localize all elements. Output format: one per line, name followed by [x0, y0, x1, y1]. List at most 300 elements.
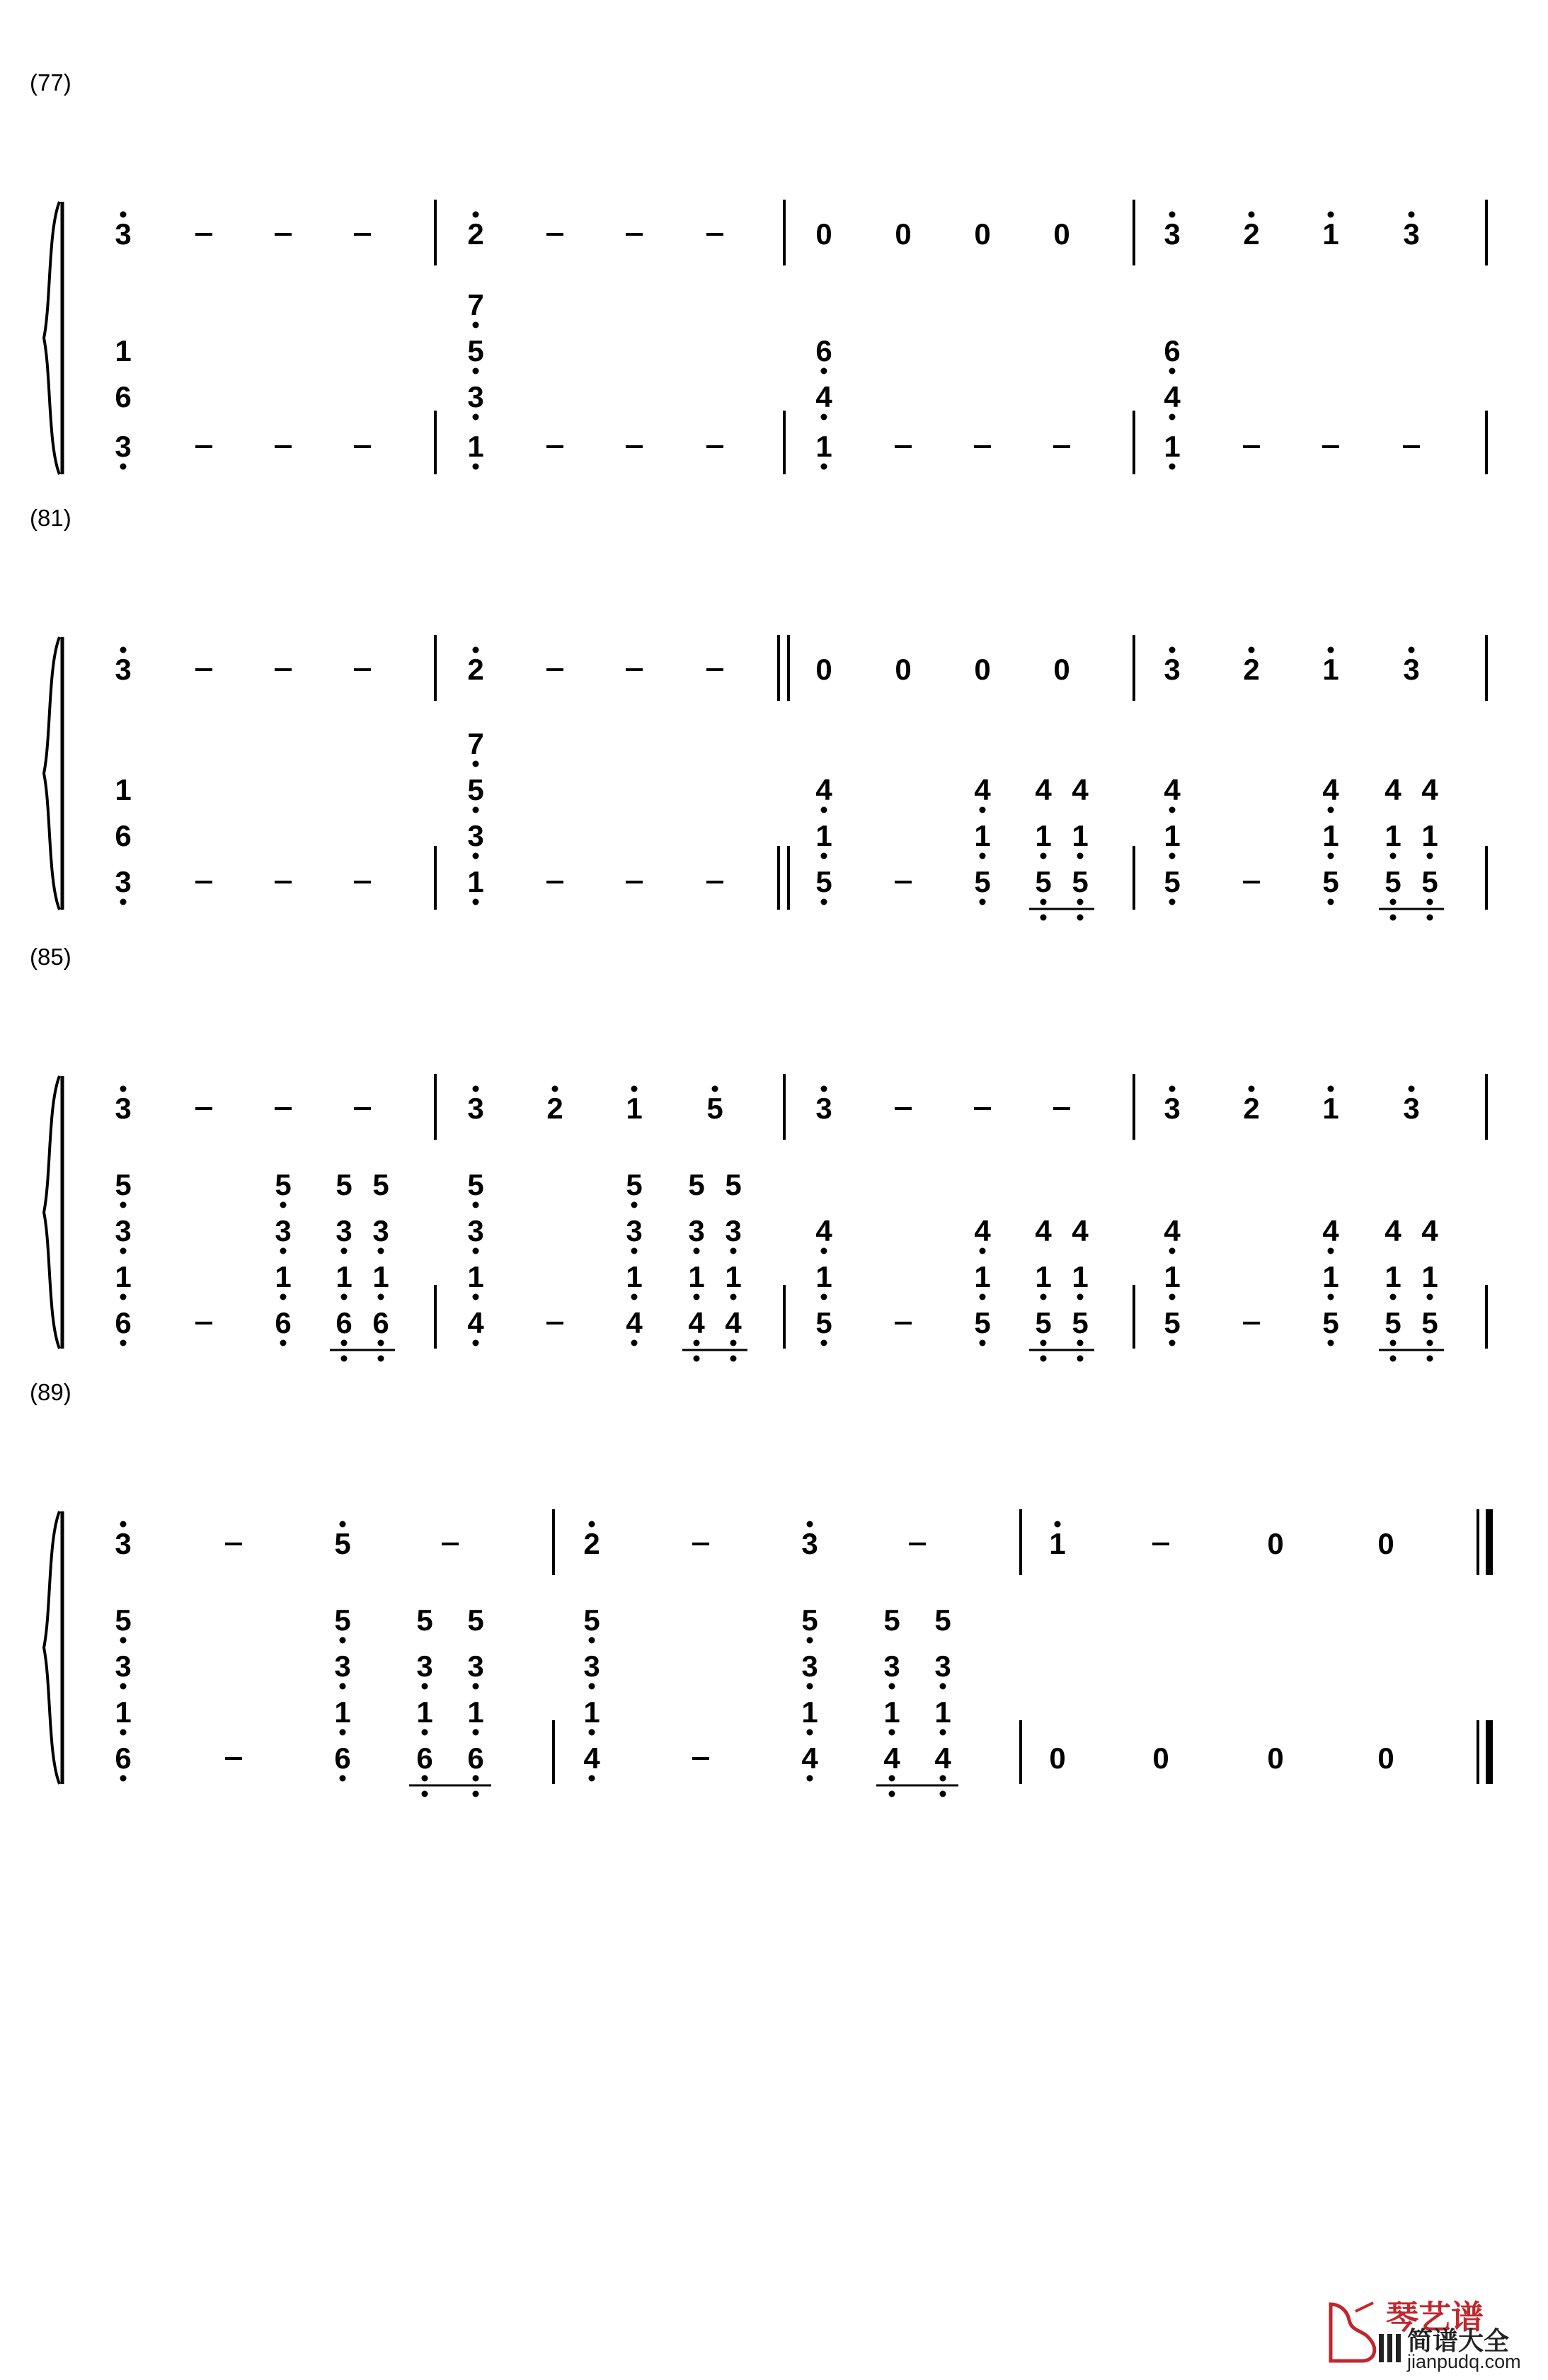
- octave-dot: [712, 1086, 718, 1092]
- note-digit: 6: [815, 334, 832, 367]
- octave-dot: [694, 1294, 700, 1300]
- note-digit: 6: [372, 1306, 389, 1339]
- note-digit: 0: [815, 217, 832, 251]
- octave-dot: [980, 899, 986, 905]
- note-digit: 0: [895, 653, 912, 686]
- note-digit: 5: [1384, 865, 1401, 898]
- note-digit: 1: [467, 865, 484, 898]
- note-digit: 4: [1384, 773, 1401, 806]
- note-digit: 5: [1164, 1306, 1181, 1339]
- note-digit: 4: [1035, 1214, 1052, 1247]
- note-digit: 3: [1403, 1092, 1420, 1125]
- note-digit: 4: [1322, 1214, 1339, 1247]
- note-digit: 1: [115, 773, 132, 806]
- note-digit: 1: [725, 1260, 742, 1293]
- octave-dot: [1390, 1294, 1397, 1300]
- note-digit: 4: [1322, 773, 1339, 806]
- octave-dot: [341, 1294, 348, 1300]
- note-digit: 6: [115, 819, 132, 852]
- note-digit: 3: [115, 430, 132, 463]
- note-digit: 1: [1322, 1260, 1339, 1293]
- note-digit: 4: [801, 1741, 818, 1775]
- note-digit: 4: [1164, 380, 1181, 413]
- note-digit: 6: [115, 1741, 132, 1775]
- octave-dot: [1328, 1340, 1334, 1346]
- note-digit: 4: [626, 1306, 643, 1339]
- octave-dot: [1390, 1356, 1397, 1362]
- octave-dot: [473, 1340, 479, 1346]
- octave-dot: [889, 1729, 895, 1736]
- note-digit: 1: [1421, 1260, 1438, 1293]
- octave-dot: [1169, 1340, 1176, 1346]
- octave-dot: [940, 1683, 946, 1690]
- note-digit: 3: [416, 1649, 433, 1683]
- note-digit: 1: [115, 334, 132, 367]
- octave-dot: [422, 1775, 428, 1782]
- octave-dot: [821, 368, 827, 374]
- note-digit: 3: [115, 1214, 132, 1247]
- note-digit: 4: [815, 1214, 832, 1247]
- note-digit: 3: [467, 1214, 484, 1247]
- system-brace: [44, 637, 59, 910]
- octave-dot: [378, 1356, 384, 1362]
- octave-dot: [889, 1791, 895, 1797]
- octave-dot: [730, 1248, 737, 1254]
- note-digit: 5: [334, 1527, 351, 1560]
- octave-dot: [473, 464, 479, 470]
- note-digit: 6: [336, 1306, 352, 1339]
- note-digit: 5: [706, 1092, 723, 1125]
- octave-dot: [821, 899, 827, 905]
- octave-dot: [821, 1086, 827, 1092]
- note-digit: 4: [1421, 773, 1438, 806]
- octave-dot: [589, 1683, 595, 1690]
- octave-dot: [422, 1791, 428, 1797]
- note-digit: 5: [583, 1603, 600, 1637]
- note-digit: 6: [1164, 334, 1181, 367]
- octave-dot: [120, 1729, 127, 1736]
- octave-dot: [589, 1521, 595, 1528]
- note-digit: 6: [416, 1741, 433, 1775]
- octave-dot: [589, 1729, 595, 1736]
- note-digit: 4: [1384, 1214, 1401, 1247]
- octave-dot: [1427, 1340, 1433, 1346]
- octave-dot: [473, 1775, 479, 1782]
- note-digit: 2: [1243, 1092, 1260, 1125]
- octave-dot: [1169, 807, 1176, 813]
- logo-subtitle: 简谱大全: [1407, 2327, 1510, 2356]
- note-digit: 4: [467, 1306, 484, 1339]
- octave-dot: [730, 1356, 737, 1362]
- note-digit: 3: [467, 1092, 484, 1125]
- note-digit: 5: [1035, 865, 1052, 898]
- note-digit: 0: [1053, 217, 1070, 251]
- note-digit: 3: [372, 1214, 389, 1247]
- note-digit: 5: [974, 865, 991, 898]
- note-digit: 5: [1035, 1306, 1052, 1339]
- octave-dot: [694, 1340, 700, 1346]
- octave-dot: [422, 1729, 428, 1736]
- note-digit: 0: [1053, 653, 1070, 686]
- note-digit: 5: [1072, 865, 1089, 898]
- note-digit: 7: [467, 727, 484, 760]
- note-digit: 3: [1403, 217, 1420, 251]
- octave-dot: [1328, 1248, 1334, 1254]
- octave-dot: [1328, 647, 1334, 653]
- octave-dot: [821, 807, 827, 813]
- note-digit: 0: [974, 217, 991, 251]
- octave-dot: [378, 1340, 384, 1346]
- note-digit: 1: [626, 1260, 643, 1293]
- note-digit: 1: [974, 1260, 991, 1293]
- octave-dot: [980, 1294, 986, 1300]
- octave-dot: [473, 1683, 479, 1690]
- measure-number: (77): [30, 69, 71, 96]
- octave-dot: [422, 1683, 428, 1690]
- octave-dot: [807, 1729, 813, 1736]
- octave-dot: [980, 807, 986, 813]
- octave-dot: [1169, 853, 1176, 859]
- note-digit: 3: [336, 1214, 352, 1247]
- octave-dot: [120, 1637, 127, 1644]
- octave-dot: [378, 1248, 384, 1254]
- note-digit: 4: [883, 1741, 900, 1775]
- octave-dot: [340, 1637, 346, 1644]
- octave-dot: [1169, 1086, 1176, 1092]
- note-digit: 3: [115, 653, 132, 686]
- octave-dot: [807, 1683, 813, 1690]
- note-digit: 1: [1072, 1260, 1089, 1293]
- octave-dot: [1169, 464, 1176, 470]
- octave-dot: [473, 1294, 479, 1300]
- octave-dot: [1427, 899, 1433, 905]
- octave-dot: [473, 761, 479, 767]
- octave-dot: [340, 1729, 346, 1736]
- note-digit: 5: [815, 1306, 832, 1339]
- note-digit: 5: [467, 1168, 484, 1201]
- octave-dot: [940, 1775, 946, 1782]
- note-digit: 1: [815, 819, 832, 852]
- note-digit: 6: [115, 1306, 132, 1339]
- note-digit: 1: [467, 1260, 484, 1293]
- octave-dot: [589, 1637, 595, 1644]
- octave-dot: [473, 414, 479, 420]
- note-digit: 3: [467, 380, 484, 413]
- note-digit: 0: [815, 653, 832, 686]
- octave-dot: [1409, 1086, 1415, 1092]
- octave-dot: [980, 853, 986, 859]
- note-digit: 3: [583, 1649, 600, 1683]
- note-digit: 5: [934, 1603, 951, 1637]
- note-digit: 3: [467, 1649, 484, 1683]
- octave-dot: [1169, 368, 1176, 374]
- octave-dot: [1427, 915, 1433, 921]
- octave-dot: [120, 1683, 127, 1690]
- octave-dot: [120, 1521, 127, 1528]
- octave-dot: [120, 1248, 127, 1254]
- octave-dot: [120, 464, 127, 470]
- octave-dot: [821, 1294, 827, 1300]
- octave-dot: [631, 1294, 638, 1300]
- note-digit: 1: [1322, 217, 1339, 251]
- note-digit: 1: [372, 1260, 389, 1293]
- note-digit: 3: [626, 1214, 643, 1247]
- octave-dot: [889, 1683, 895, 1690]
- octave-dot: [694, 1356, 700, 1362]
- octave-dot: [1249, 1086, 1255, 1092]
- octave-dot: [1040, 1340, 1047, 1346]
- note-digit: 2: [1243, 653, 1260, 686]
- octave-dot: [473, 1791, 479, 1797]
- note-digit: 3: [115, 1649, 132, 1683]
- note-digit: 4: [1164, 1214, 1181, 1247]
- octave-dot: [807, 1775, 813, 1782]
- note-digit: 3: [1164, 653, 1181, 686]
- note-digit: 3: [115, 1092, 132, 1125]
- octave-dot: [473, 807, 479, 813]
- note-digit: 3: [1164, 1092, 1181, 1125]
- note-digit: 4: [1164, 773, 1181, 806]
- octave-dot: [120, 1202, 127, 1208]
- note-digit: 1: [934, 1695, 951, 1729]
- octave-dot: [1169, 647, 1176, 653]
- note-digit: 1: [801, 1695, 818, 1729]
- note-digit: 5: [1322, 865, 1339, 898]
- note-digit: 4: [815, 380, 832, 413]
- octave-dot: [730, 1294, 737, 1300]
- measure-number: (85): [30, 944, 71, 970]
- octave-dot: [280, 1294, 287, 1300]
- note-digit: 6: [334, 1741, 351, 1775]
- note-digit: 5: [1072, 1306, 1089, 1339]
- note-digit: 1: [115, 1695, 132, 1729]
- note-digit: 5: [688, 1168, 705, 1201]
- note-digit: 2: [1243, 217, 1260, 251]
- octave-dot: [378, 1294, 384, 1300]
- note-digit: 5: [467, 1603, 484, 1637]
- note-digit: 1: [974, 819, 991, 852]
- measure-number: (81): [30, 505, 71, 531]
- octave-dot: [120, 1086, 127, 1092]
- octave-dot: [120, 899, 127, 905]
- note-digit: 4: [583, 1741, 600, 1775]
- octave-dot: [120, 1340, 127, 1346]
- note-digit: 5: [1421, 1306, 1438, 1339]
- note-digit: 1: [1164, 1260, 1181, 1293]
- octave-dot: [473, 1729, 479, 1736]
- octave-dot: [552, 1086, 558, 1092]
- note-digit: 1: [1322, 653, 1339, 686]
- note-digit: 1: [1384, 819, 1401, 852]
- octave-dot: [1077, 1294, 1084, 1300]
- octave-dot: [807, 1637, 813, 1644]
- octave-dot: [1077, 853, 1084, 859]
- octave-dot: [807, 1521, 813, 1528]
- octave-dot: [1427, 1356, 1433, 1362]
- note-digit: 1: [334, 1695, 351, 1729]
- note-digit: 1: [815, 1260, 832, 1293]
- note-digit: 3: [115, 217, 132, 251]
- octave-dot: [1169, 899, 1176, 905]
- note-digit: 2: [467, 653, 484, 686]
- octave-dot: [1040, 915, 1047, 921]
- note-digit: 6: [115, 380, 132, 413]
- note-digit: 1: [1421, 819, 1438, 852]
- octave-dot: [473, 853, 479, 859]
- note-digit: 1: [1072, 819, 1089, 852]
- octave-dot: [1169, 1294, 1176, 1300]
- note-digit: 0: [1267, 1741, 1284, 1775]
- note-digit: 3: [467, 819, 484, 852]
- note-digit: 0: [1377, 1741, 1394, 1775]
- note-digit: 0: [1049, 1741, 1066, 1775]
- note-digit: 5: [416, 1603, 433, 1637]
- octave-dot: [631, 1202, 638, 1208]
- note-digit: 0: [1267, 1527, 1284, 1560]
- octave-dot: [473, 368, 479, 374]
- note-digit: 3: [688, 1214, 705, 1247]
- octave-dot: [340, 1683, 346, 1690]
- note-digit: 5: [1421, 865, 1438, 898]
- note-digit: 4: [974, 773, 991, 806]
- note-digit: 1: [416, 1695, 433, 1729]
- note-digit: 1: [626, 1092, 643, 1125]
- system-brace: [44, 1076, 59, 1349]
- octave-dot: [473, 647, 479, 653]
- octave-dot: [821, 853, 827, 859]
- octave-dot: [631, 1086, 638, 1092]
- octave-dot: [730, 1340, 737, 1346]
- note-digit: 4: [815, 773, 832, 806]
- note-digit: 3: [725, 1214, 742, 1247]
- octave-dot: [1040, 1294, 1047, 1300]
- note-digit: 4: [1072, 1214, 1089, 1247]
- system-brace: [44, 1511, 59, 1784]
- octave-dot: [1040, 1356, 1047, 1362]
- note-digit: 3: [801, 1649, 818, 1683]
- logo-url: jianpudq.com: [1407, 2351, 1521, 2372]
- octave-dot: [341, 1248, 348, 1254]
- note-digit: 0: [1152, 1741, 1169, 1775]
- note-digit: 3: [934, 1649, 951, 1683]
- note-digit: 1: [1164, 819, 1181, 852]
- note-digit: 5: [1384, 1306, 1401, 1339]
- note-digit: 4: [1421, 1214, 1438, 1247]
- note-digit: 5: [336, 1168, 352, 1201]
- octave-dot: [1427, 1294, 1433, 1300]
- octave-dot: [1077, 1340, 1084, 1346]
- octave-dot: [340, 1775, 346, 1782]
- note-digit: 5: [372, 1168, 389, 1201]
- note-digit: 3: [115, 1527, 132, 1560]
- note-digit: 7: [467, 288, 484, 321]
- note-digit: 5: [467, 773, 484, 806]
- octave-dot: [280, 1202, 287, 1208]
- octave-dot: [1169, 414, 1176, 420]
- octave-dot: [940, 1791, 946, 1797]
- octave-dot: [631, 1248, 638, 1254]
- octave-dot: [473, 1202, 479, 1208]
- note-digit: 1: [1035, 819, 1052, 852]
- octave-dot: [1169, 212, 1176, 218]
- note-digit: 1: [1035, 1260, 1052, 1293]
- note-digit: 5: [801, 1603, 818, 1637]
- note-digit: 3: [1164, 217, 1181, 251]
- note-digit: 4: [688, 1306, 705, 1339]
- note-digit: 5: [815, 865, 832, 898]
- watermark-logo: [1324, 2290, 1536, 2372]
- octave-dot: [1328, 1086, 1334, 1092]
- note-digit: 0: [895, 217, 912, 251]
- octave-dot: [1055, 1521, 1061, 1528]
- octave-dot: [821, 464, 827, 470]
- octave-dot: [473, 1248, 479, 1254]
- note-digit: 1: [115, 1260, 132, 1293]
- note-digit: 2: [546, 1092, 563, 1125]
- note-digit: 0: [974, 653, 991, 686]
- note-digit: 4: [974, 1214, 991, 1247]
- octave-dot: [473, 1086, 479, 1092]
- octave-dot: [980, 1248, 986, 1254]
- octave-dot: [940, 1729, 946, 1736]
- octave-dot: [889, 1775, 895, 1782]
- octave-dot: [1169, 1248, 1176, 1254]
- note-digit: 4: [1035, 773, 1052, 806]
- octave-dot: [1040, 853, 1047, 859]
- note-digit: 1: [1384, 1260, 1401, 1293]
- octave-dot: [1390, 915, 1397, 921]
- note-digit: 1: [336, 1260, 352, 1293]
- octave-dot: [1390, 899, 1397, 905]
- note-digit: 4: [725, 1306, 742, 1339]
- note-digit: 1: [1322, 819, 1339, 852]
- octave-dot: [120, 1775, 127, 1782]
- octave-dot: [1249, 212, 1255, 218]
- note-digit: 3: [801, 1527, 818, 1560]
- octave-dot: [1427, 853, 1433, 859]
- note-digit: 1: [1322, 1092, 1339, 1125]
- octave-dot: [1328, 853, 1334, 859]
- octave-dot: [694, 1248, 700, 1254]
- logo-brand: 琴艺谱: [1386, 2298, 1484, 2336]
- octave-dot: [821, 414, 827, 420]
- note-digit: 1: [688, 1260, 705, 1293]
- note-digit: 6: [275, 1306, 292, 1339]
- note-digit: 1: [467, 1695, 484, 1729]
- octave-dot: [120, 1294, 127, 1300]
- measure-number: (89): [30, 1379, 71, 1405]
- note-digit: 5: [334, 1603, 351, 1637]
- note-digit: 4: [934, 1741, 951, 1775]
- note-digit: 1: [1049, 1527, 1066, 1560]
- note-digit: 1: [467, 430, 484, 463]
- note-digit: 3: [334, 1649, 351, 1683]
- octave-dot: [1077, 899, 1084, 905]
- note-digit: 3: [275, 1214, 292, 1247]
- octave-dot: [1409, 647, 1415, 653]
- octave-dot: [821, 1340, 827, 1346]
- note-digit: 2: [583, 1527, 600, 1560]
- note-digit: 5: [1164, 865, 1181, 898]
- note-digit: 5: [115, 1603, 132, 1637]
- octave-dot: [120, 212, 127, 218]
- octave-dot: [341, 1356, 348, 1362]
- note-digit: 1: [583, 1695, 600, 1729]
- octave-dot: [280, 1248, 287, 1254]
- note-digit: 3: [1403, 653, 1420, 686]
- note-digit: 5: [115, 1168, 132, 1201]
- octave-dot: [631, 1340, 638, 1346]
